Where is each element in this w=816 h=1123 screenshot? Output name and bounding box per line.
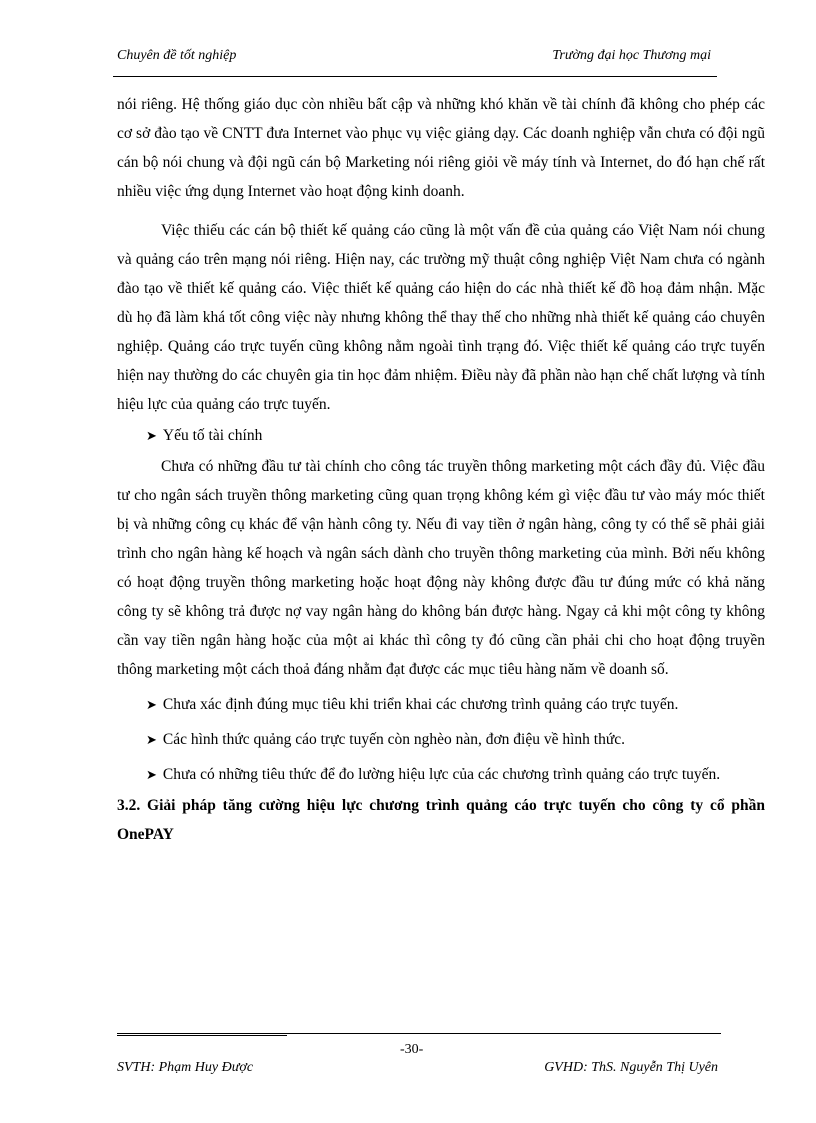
paragraph-3: Chưa có những đầu tư tài chính cho công tác truyền thông marketing một cách đầy đủ. Việc đầu tư cho ngân sách truyền thông marketing cũng quan trọng không kém gì việc đầu tư vào máy móc thiết bị và những công cụ khác để vận hành công ty. Nếu đi vay tiền ở ngân hàng, công ty có thể sẽ phải giải trình cho ngân hàng kế hoạch và ngân sách dành cho truyền thông marketing của mình. Bởi nếu không có hoạt động truyền thông marketing hoặc hoạt động này không được đầu tư đúng mức có khả năng công ty sẽ không trả được nợ vay ngân hàng do không bán được hàng. Ngay cả khi một công ty không cần vay tiền ngân hàng hoặc của một ai khác thì công ty đó cũng cần phải chi cho hoạt động truyền thông marketing một cách thoả đáng nhằm đạt được các mục tiêu hàng năm về doanh số.: [117, 458, 765, 678]
bullet-item-3: [117, 725, 765, 754]
paragraph-1: nói riêng. Hệ thống giáo dục còn nhiều bất cập và những khó khăn về tài chính đã không cho phép các cơ sở đào tạo về CNTT đưa Internet vào phục vụ việc giảng dạy. Các doanh nghiệp vẫn chưa có đội ngũ cán bộ nói chung và đội ngũ cán bộ Marketing nói riêng giỏi về máy tính và Internet, do đó hạn chế rất nhiều việc ứng dụng Internet vào hoạt động kinh doanh.: [117, 96, 765, 200]
paragraph-2: Việc thiếu các cán bộ thiết kế quảng cáo cũng là một vấn đề của quảng cáo Việt Nam nói chung và quảng cáo trên mạng nói riêng. Hiện nay, các trường mỹ thuật công nghiệp Việt Nam chưa có ngành đào tạo về thiết kế quảng cáo. Việc thiết kế quảng cáo hiện do các nhà thiết kế đồ hoạ đảm nhận. Mặc dù họ đã làm khá tốt công việc này nhưng không thể thay thế cho những nhà thiết kế quảng cáo chuyên nghiệp. Quảng cáo trực tuyến cũng không nằm ngoài tình trạng đó. Việc thiết kế quảng cáo trực tuyến hiện nay thường do các chuyên gia tin học đảm nhiệm. Điều này đã phần nào hạn chế chất lượng và tính hiệu lực của quảng cáo trực tuyến.: [117, 222, 765, 413]
bullet-item-2-text: Chưa xác định đúng mục tiêu khi triển khai các chương trình quảng cáo trực tuyến.: [162, 696, 679, 713]
header-right-title: Trường đại học Thương mại: [552, 48, 711, 63]
bullet-item-2: [117, 690, 765, 719]
footer-student: SVTH: Phạm Huy Được: [117, 1060, 254, 1075]
bullet-item-3-text: Các hình thức quảng cáo trực tuyến còn nghèo nàn, đơn điệu về hình thức.: [162, 731, 626, 748]
section-heading: 3.2. Giải pháp tăng cường hiệu lực chương trình quảng cáo trực tuyến cho công ty cổ phần OnePAY: [117, 797, 765, 843]
arrow-bullet-icon: ➤: [146, 767, 157, 782]
footer-divider: [117, 1033, 721, 1034]
bullet-item-1-text: Yếu tố tài chính: [162, 427, 263, 444]
header-left-title: Chuyên đề tốt nghiệp: [117, 48, 237, 63]
page-number: -30-: [400, 1042, 424, 1057]
page-body: [117, 90, 765, 849]
arrow-bullet-icon: ➤: [146, 697, 157, 712]
bullet-item-4: [117, 760, 765, 789]
bullet-item-4-text: Chưa có những tiêu thức để đo lường hiệu lực của các chương trình quảng cáo trực tuyến.: [162, 766, 721, 783]
footer-advisor: GVHD: ThS. Nguyễn Thị Uyên: [544, 1060, 718, 1075]
arrow-bullet-icon: ➤: [146, 732, 157, 747]
bullet-item-1: [117, 421, 765, 450]
arrow-bullet-icon: ➤: [146, 428, 157, 443]
footer-divider-short: [117, 1035, 287, 1036]
page-header: [117, 48, 717, 70]
header-divider: [113, 76, 717, 77]
